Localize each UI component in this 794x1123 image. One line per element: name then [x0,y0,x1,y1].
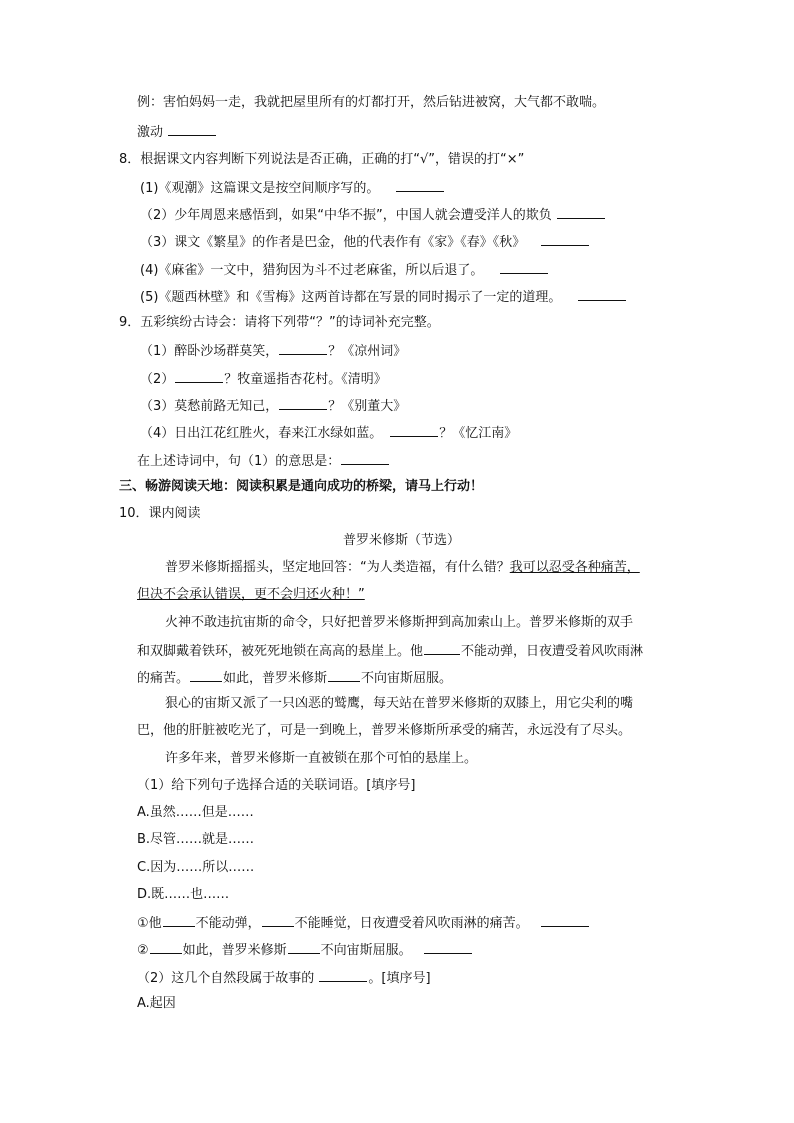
q9-item-post: ？《忆江南》 [439,426,518,441]
answer-blank[interactable] [175,368,223,383]
passage-paragraph: 狠心的宙斯又派了一只凶恶的鹫鹰，每天站在普罗米修斯的双膝上，用它尖利的嘴 [165,696,634,711]
q8-item [140,259,549,281]
answer-blank[interactable] [557,204,605,219]
answer-blank[interactable] [150,939,182,954]
q9-meaning-text: 在上述诗词中，句（1）的意思是： [137,454,341,469]
underlined-text: 但决不会承认错误，更不会归还火种！” [137,587,365,602]
q9-item [140,368,387,390]
q7-example: 例：害怕妈妈一走，我就把屋里所有的灯都打开，然后钻进被窝，大气都不敢喘。 [137,95,606,110]
sentence-2 [137,939,473,961]
passage-paragraph: 火神不敢违抗宙斯的命令，只好把普罗米修斯押到高加索山上。普罗米修斯的双手 [165,615,634,630]
answer-blank[interactable] [168,121,216,136]
passage-text: 的痛苦。 [137,671,190,686]
q9-item-pre: （2） [140,372,175,387]
q9-item [140,340,406,362]
sentence-text: ①他 [137,916,162,931]
answer-blank[interactable] [163,912,195,927]
q8-item-text: （3）课文《繁星》的作者是巴金，他的代表作有《家》《春》《秋》 [140,235,526,250]
q9-item [140,422,517,444]
option-d: D.既……也…… [137,887,230,902]
answer-blank[interactable] [390,422,438,437]
q9-item-post: ？《别董大》 [328,399,407,414]
sub-question [137,967,431,989]
passage-paragraph: 许多年来，普罗米修斯一直被锁在那个可怕的悬崖上。 [165,751,478,766]
option-a: A.虽然……但是…… [137,805,254,820]
answer-blank[interactable] [541,231,589,246]
answer-blank[interactable] [541,912,589,927]
answer-blank[interactable] [424,640,460,655]
answer-blank[interactable] [578,286,626,301]
q8-item-text: (5)《题西林壁》和《雪梅》这两首诗都在写景的同时揭示了一定的道理。 [140,290,562,305]
passage-paragraph [165,558,640,578]
q8-item-text: (1)《观潮》这篇课文是按空间顺序写的。 [140,181,380,196]
answer-blank[interactable] [500,259,548,274]
underlined-text: 我可以忍受各种痛苦， [509,560,640,575]
q8-item-text: （2）少年周恩来感悟到，如果“中华不振”，中国人就会遭受洋人的欺负 [140,208,552,223]
passage-line: 巴，他的肝脏被吃光了，可是一到晚上，普罗米修斯所承受的痛苦，永远没有了尽头。 [137,723,632,738]
sentence-text: ② [137,943,149,958]
q9-stem: 9．五彩缤纷古诗会：请将下列带“？”的诗词补充完整。 [119,315,440,330]
answer-blank[interactable] [288,939,320,954]
answer-blank[interactable] [279,395,327,410]
answer-blank[interactable] [279,340,327,355]
passage-text: 不能动弹，日夜遭受着风吹雨淋 [461,644,644,659]
q9-meaning [137,450,390,472]
q9-item-post: ？《凉州词》 [328,344,407,359]
answer-blank[interactable] [319,967,367,982]
q7-word: 激动 [137,125,164,140]
passage-text: 和双脚戴着铁环，被死死地锁在高高的悬崖上。他 [137,644,424,659]
sub-question-text: 。[填序号] [368,971,431,986]
passage-text: 普罗米修斯摇摇头，坚定地回答：“为人类造福，有什么错？ [165,560,510,575]
passage-text: 如此，普罗米修斯 [223,671,328,686]
answer-blank[interactable] [341,450,389,465]
answer-blank[interactable] [328,667,360,682]
passage-line [137,640,643,662]
section-heading: 三、畅游阅读天地：阅读积累是通向成功的桥梁，请马上行动！ [119,479,484,494]
q8-item [140,231,590,253]
answer-blank[interactable] [262,912,294,927]
q8-item [140,177,445,199]
sentence-text: 不向宙斯屈服。 [320,943,412,958]
sub-question: （1）给下列句子选择合适的关联词语。[填序号] [137,778,416,793]
q8-item [140,204,606,226]
q10-label: 10．课内阅读 [119,506,201,521]
q9-item-pre: （4）日出江花红胜火，春来江水绿如蓝。 [140,426,383,441]
q7-answer-row [137,121,217,143]
option-b: B.尽管……就是…… [137,832,255,847]
option-a: A.起因 [137,996,176,1011]
q8-item-text: (4)《麻雀》一文中，猎狗因为斗不过老麻雀，所以后退了。 [140,263,484,278]
sub-question-text: （2）这几个自然段属于故事的 [137,971,315,986]
q9-item [140,395,406,417]
answer-blank[interactable] [190,667,222,682]
sentence-text: 不能动弹， [195,916,261,931]
q8-item [140,286,627,308]
sentence-text: 不能睡觉，日夜遭受着风吹雨淋的痛苦。 [294,916,529,931]
q9-item-post: ？牧童遥指杏花村。《清明》 [224,372,387,387]
q9-item-pre: （1）醉卧沙场群莫笑， [140,344,279,359]
sentence-text: 如此，普罗米修斯 [182,943,287,958]
answer-blank[interactable] [424,939,472,954]
answer-blank[interactable] [396,177,444,192]
sentence-1 [137,912,590,934]
passage-line [137,667,452,689]
option-c: C.因为……所以…… [137,860,255,875]
q9-item-pre: （3）莫愁前路无知己， [140,399,279,414]
passage-text: 不向宙斯屈服。 [361,671,453,686]
passage-title: 普罗米修斯（节选） [343,533,461,548]
q8-stem: 8．根据课文内容判断下列说法是否正确，正确的打“√”，错误的打“×” [119,152,525,167]
